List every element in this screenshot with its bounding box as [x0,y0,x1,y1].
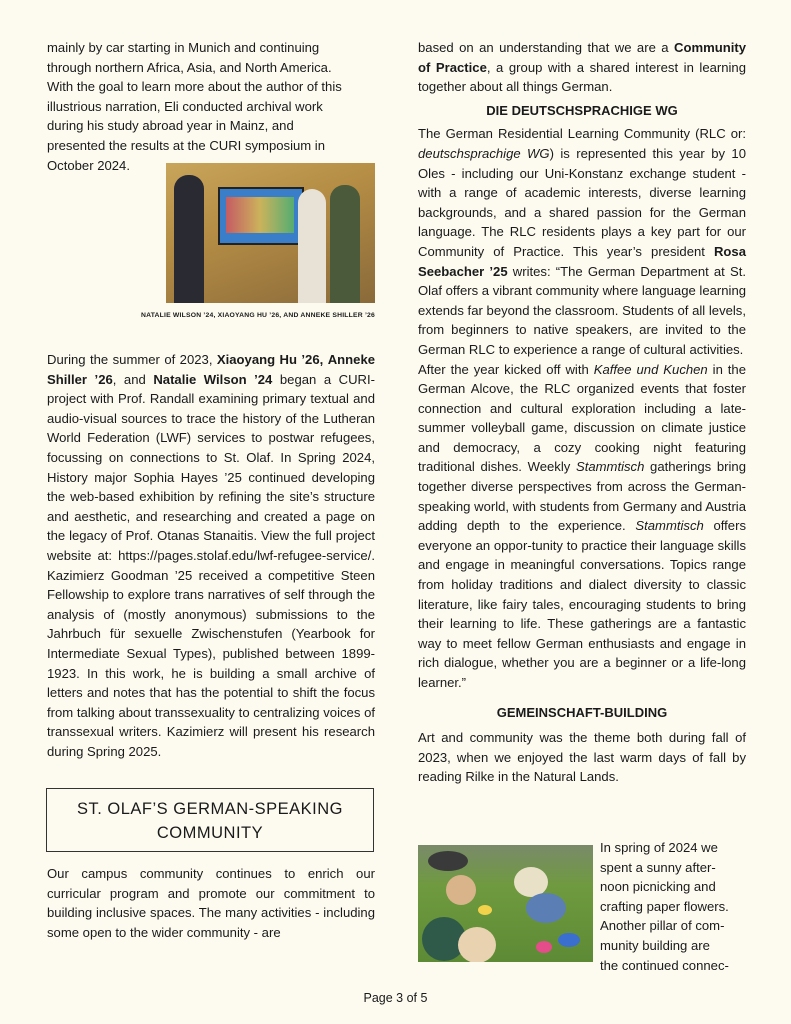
paper-flower [558,933,580,947]
section-title-line: COMMUNITY [156,824,264,842]
person-figure [330,185,360,303]
intro-line: October 2024. [47,157,130,173]
person-shape [526,893,566,923]
section-heading: DIE DEUTSCHSPRACHIGE WG [486,102,678,118]
student-name: Xiaoyang Hu ’26, [216,352,324,367]
paper-flower [536,941,552,953]
person-shape [458,927,496,962]
picnic-photo [418,845,593,962]
bold-name: Rosa Seebacher ’25 [418,243,746,279]
intro-line: during his study abroad year in Mainz, and [47,118,294,134]
wrap-text [600,838,746,975]
intro-line: With the goal to learn more about the author of this [47,79,342,95]
intro-line: illustrious narration, Eli conducted archival work [47,98,323,114]
student-name: Anneke Shiller ’26 [47,352,376,387]
page-number: Page 3 of 5 [363,991,428,1005]
person-shape [446,875,476,905]
poster-screen [218,187,304,245]
wrap-line: crafting paper flowers. [600,898,729,914]
wrap-line: In spring of 2024 we [600,840,718,855]
wrap-line: spent a sunny after- [600,859,716,875]
intro-line: presented the results at the CURI symposium in [47,137,325,153]
intro-line: mainly by car starting in Munich and continuing [47,40,320,55]
person-figure [174,175,204,303]
wrap-line: noon picnicking and [600,879,716,895]
right-column: based on an understanding that we are a Community of Practice, a group with a shared interest in learning together about all things German. DIE DEUTSCHSPRACHIGE WG The German Residential Learning Community (RLC or: deutschsprachige WG) is represented this year by 10 Oles - including our Uni-Konstanz exchange student - with a range of academic interests, diverse learning backgrounds, and a shared passion for the German language. The RLC residents plays a key part for our Community of Practice. This year’s president Rosa Seebacher ’25 writes: “The German Department at St. Olaf offers a vibrant community where language learning extends far beyond the classroom. Students of all levels, from beginners to native speakers, are invited to the German RLC to experience a range of cultural activities. After the year kicked off with Kaffee und Kuchen in the German Alcove, the RLC organized events that foster connection and cultural exploration including a late-summer volleyball game, discussion on climate justice and democracy, a cozy cooking night featuring traditional dishes. Weekly Stammtisch gatherings bring together diverse perspectives from across the German-speaking world, with students from Germany and Austria adding depth to the experience. Stammtisch offers everyone an oppor-tunity to practice their language skills and engage in meaningful conversations. Topics range from holiday traditions and dialect diversity to classic literature, like fairy tales, encouraging students to bring their learning to life. These gatherings are a fantastic way to meet fellow German enthusiasts and engage in rich dialogue, whether you are a beginner or a life-long learner.” GEMEINSCHAFT-BUILDING Art and community was the theme both during fall of 2023, when we enjoyed the last warm days of fall by reading Rilke in the Natural Lands. [418,40,747,785]
wrap-line: the continued connec- [600,957,729,973]
left-column-intro [47,38,375,175]
symposium-photo [166,163,375,303]
person-figure [298,189,326,303]
section-heading: GEMEINSCHAFT-BUILDING [496,704,668,720]
community-paragraph: Our campus community continues to enrich our curricular program and promote our commitment to building inclusive spaces. The many activities - including some open to the wider community - are [47,866,375,940]
curi-paragraph: During the summer of 2023, Xiaoyang Hu ’26, Anneke Shiller ’26, and Natalie Wilson ’24 began a CURI-project with Prof. Randall examining primary textual and audio-visual sources to trace the history of the Lutheran World Federation (LWF) services to postwar refugees, focussing on connections to St. Olaf. In Spring 2024, History major Sophia Hayes ’25 continued developing the web-based exhibition by refining the site’s structure and aesthetic, and researching and created a page on the legacy of Prof. Otanas Stanaitis. View the full project website at: https://pages.stolaf.edu/lwf-refugee-service/. Kazimierz Goodman ’25 received a competitive Steen Fellowship to explore trans narratives of self through the analysis of (mostly anonymous) submissions to the Jahrbuch für sexuelle Zwischenstufen (Yearbook for Intermediate Sexual Types), published between 1899-1923. In this work, he is building a small archive of letters and notes that has the potential to shift the focus from talking about transsexuality to centralizing voices of transsexual writers. Kazimierz will present his research during Spring 2025. [47,352,376,759]
photo-caption: NATALIE WILSON ’24, XIAOYANG HU ’26, AND ANNEKE SHILLER ’26 [141,312,375,319]
wrap-line: munity building are [600,937,710,953]
bicycle-shape [428,851,468,871]
section-title-box [46,788,374,852]
paper-flower [478,905,492,915]
intro-line: through northern Africa, Asia, and North America. [47,59,332,75]
bold-term: Community of Practice [418,40,746,75]
wrap-line: Another pillar of com- [600,918,725,934]
student-name: Natalie Wilson ’24 [153,371,273,387]
section-title-line: ST. OLAF’S GERMAN-SPEAKING [76,800,344,818]
